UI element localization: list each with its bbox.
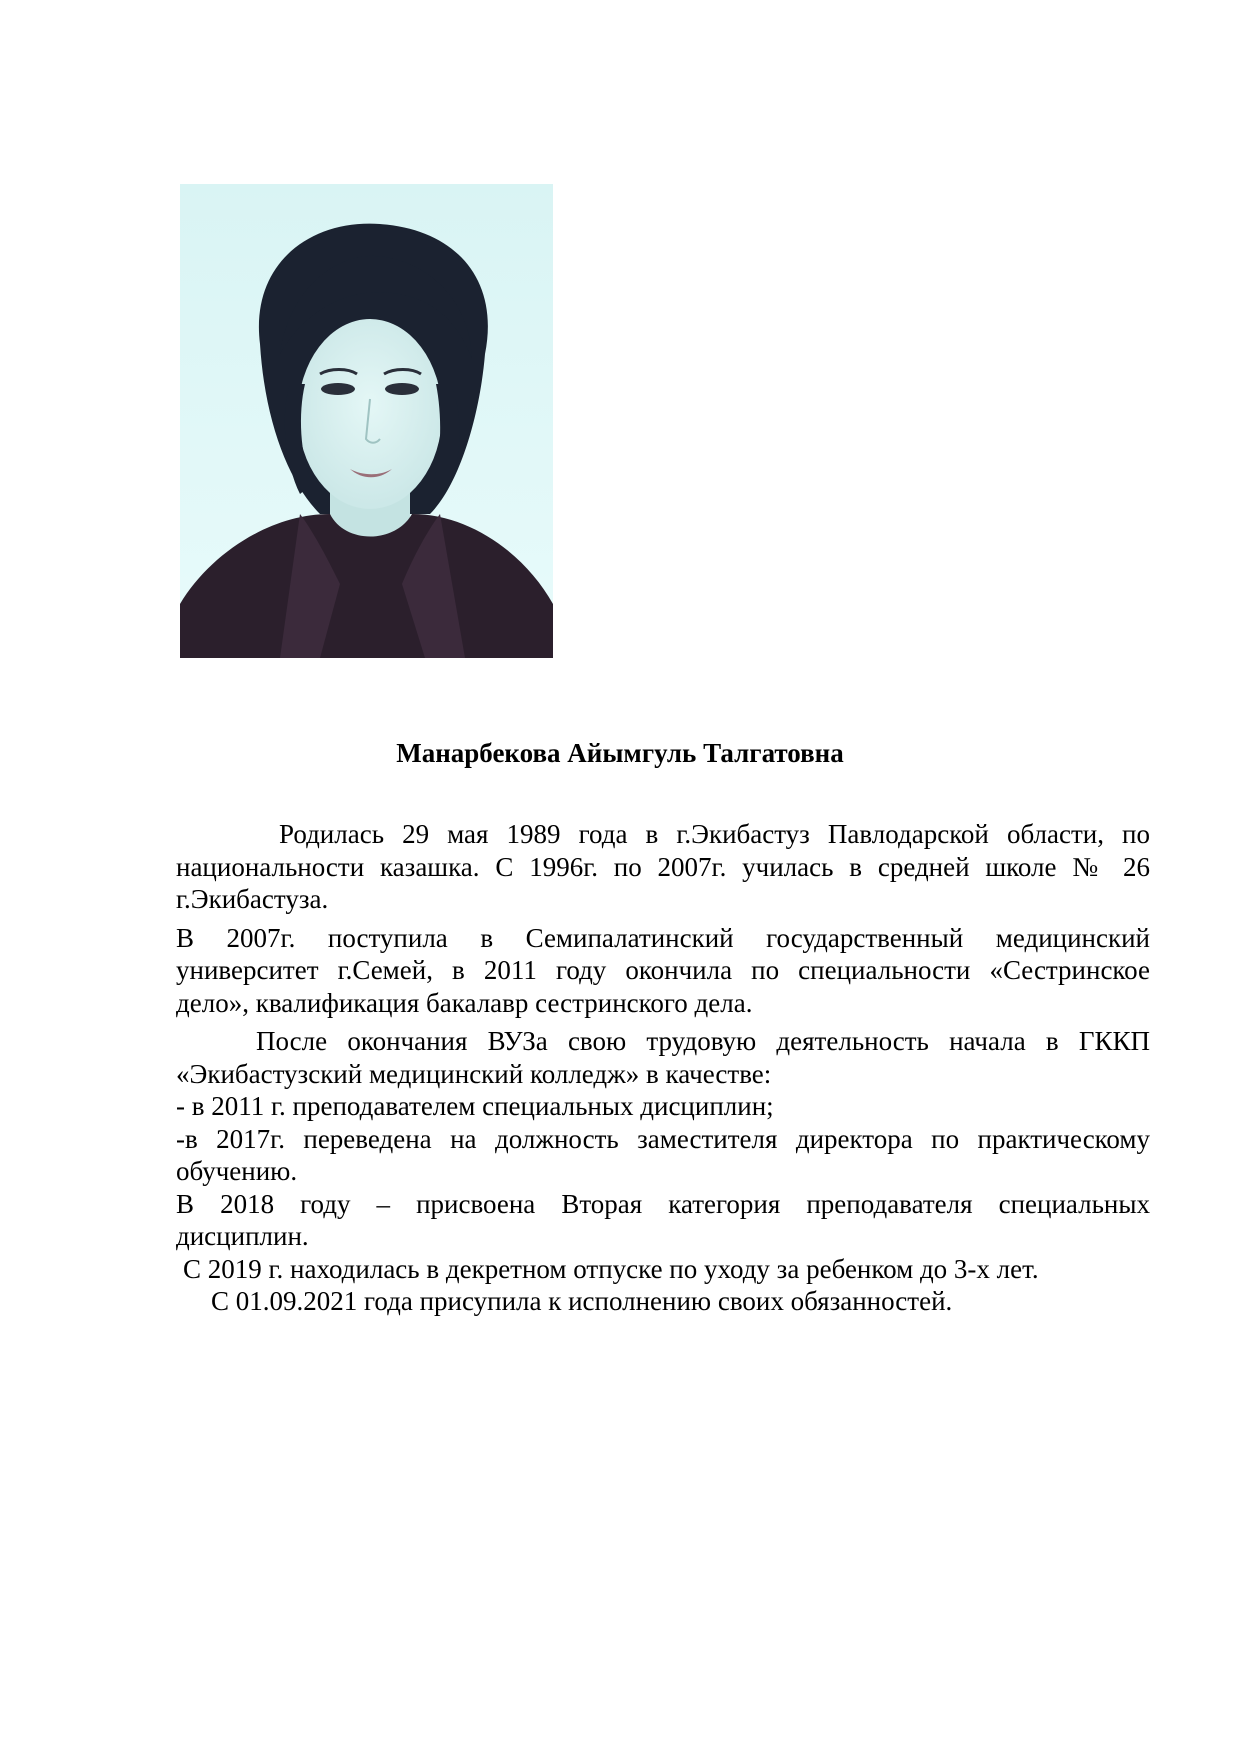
bio-line: - в 2011 г. преподавателем специальных дисциплин; — [176, 1091, 774, 1121]
bio-line: г.Экибастуза. — [176, 884, 329, 914]
bio-line: В 2018 году – присвоена Вторая категория преподавателя специальных — [176, 1188, 1150, 1219]
bio-line: После окончания ВУЗа свою трудовую деятельность начала в ГККП — [256, 1026, 1150, 1056]
biography-text — [176, 818, 1150, 1318]
bio-line: В 2007г. поступила в Семипалатинский государственный медицинский — [176, 922, 1150, 953]
bio-line: -в 2017г. переведена на должность заместителя директора по практическому — [176, 1123, 1150, 1154]
bio-line: дисциплин. — [176, 1221, 309, 1251]
bio-line: С 2019 г. находилась в декретном отпуске по уходу за ребенком до 3-х лет. — [183, 1253, 1039, 1284]
portrait-photo — [180, 184, 553, 658]
bio-line: университет г.Семей, в 2011 году окончила по специальности «Сестринское — [176, 955, 1150, 985]
bio-line: С 01.09.2021 года присупила к исполнению своих обязанностей. — [211, 1286, 953, 1316]
bio-line: обучению. — [176, 1156, 298, 1186]
bio-line: национальности казашка. С 1996г. по 2007г. училась в средней школе № 26 — [176, 851, 1150, 882]
bio-line: «Экибастузский медицинский колледж» в качестве: — [176, 1058, 772, 1089]
bio-line: дело», квалификация бакалавр сестринского дела. — [176, 987, 753, 1018]
bio-line: Родилась 29 мая 1989 года в г.Экибастуз Павлодарской области, по — [279, 819, 1150, 849]
person-full-name: Манарбекова Айымгуль Талгатовна — [396, 738, 844, 768]
portrait-photo-icon — [180, 184, 553, 658]
